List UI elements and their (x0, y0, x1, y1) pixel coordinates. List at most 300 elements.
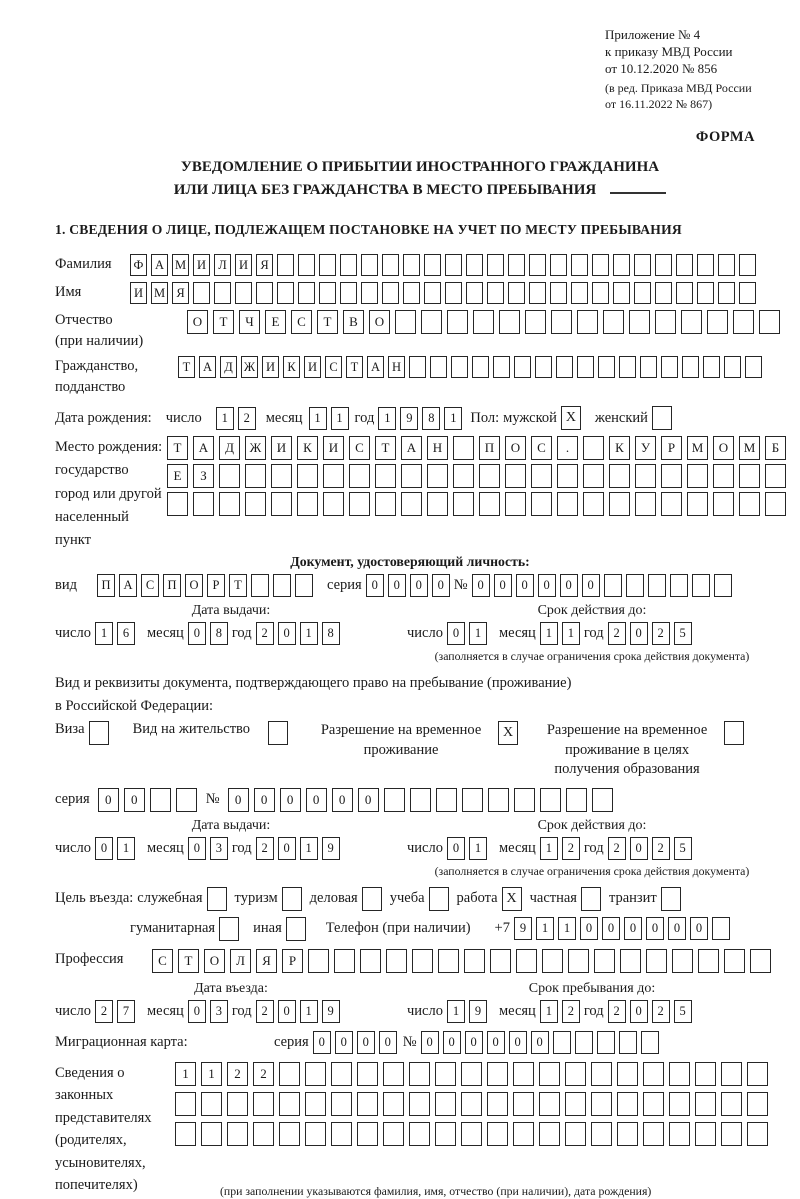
char-cell[interactable] (698, 949, 719, 973)
char-cell[interactable] (513, 1122, 534, 1146)
char-cell[interactable]: 6 (117, 622, 135, 645)
char-cell[interactable] (670, 574, 688, 597)
char-cell[interactable] (566, 788, 587, 812)
temp-residence-edu-checkbox[interactable] (724, 721, 744, 745)
char-cell[interactable]: М (687, 436, 708, 460)
char-cell[interactable] (655, 282, 672, 304)
char-cell[interactable] (219, 464, 240, 488)
char-cell[interactable] (219, 492, 240, 516)
char-cell[interactable]: М (172, 254, 189, 276)
char-cell[interactable] (635, 492, 656, 516)
char-cell[interactable] (634, 254, 651, 276)
char-cell[interactable] (245, 464, 266, 488)
char-cell[interactable] (646, 949, 667, 973)
char-cell[interactable] (553, 1031, 571, 1054)
char-cell[interactable] (403, 254, 420, 276)
char-cell[interactable] (490, 949, 511, 973)
char-cell[interactable]: А (367, 356, 384, 378)
char-cell[interactable] (403, 282, 420, 304)
char-cell[interactable] (565, 1062, 586, 1086)
char-cell[interactable]: 0 (388, 574, 406, 597)
char-cell[interactable]: 0 (630, 1000, 648, 1023)
char-cell[interactable] (669, 1062, 690, 1086)
char-cell[interactable] (488, 788, 509, 812)
char-cell[interactable]: С (531, 436, 552, 460)
char-cell[interactable] (430, 356, 447, 378)
char-cell[interactable] (176, 788, 197, 812)
char-cell[interactable] (193, 492, 214, 516)
char-cell[interactable]: Т (346, 356, 363, 378)
char-cell[interactable]: 0 (494, 574, 512, 597)
char-cell[interactable] (583, 492, 604, 516)
char-cell[interactable] (591, 1122, 612, 1146)
char-cell[interactable]: 1 (117, 837, 135, 860)
char-cell[interactable] (461, 1122, 482, 1146)
char-cell[interactable] (383, 1092, 404, 1116)
char-cell[interactable] (340, 254, 357, 276)
char-cell[interactable]: О (204, 949, 225, 973)
char-cell[interactable]: К (297, 436, 318, 460)
char-cell[interactable] (598, 356, 615, 378)
char-cell[interactable] (279, 1122, 300, 1146)
char-cell[interactable]: Т (229, 574, 247, 597)
char-cell[interactable]: Т (213, 310, 234, 334)
char-cell[interactable]: С (141, 574, 159, 597)
char-cell[interactable]: Н (427, 436, 448, 460)
char-cell[interactable] (382, 282, 399, 304)
char-cell[interactable]: 7 (117, 1000, 135, 1023)
char-cell[interactable] (412, 949, 433, 973)
char-cell[interactable]: 0 (487, 1031, 505, 1054)
char-cell[interactable]: 0 (646, 917, 664, 940)
char-cell[interactable] (375, 492, 396, 516)
char-cell[interactable] (626, 574, 644, 597)
char-cell[interactable]: Е (167, 464, 188, 488)
char-cell[interactable] (609, 464, 630, 488)
char-cell[interactable] (361, 282, 378, 304)
tourism-checkbox[interactable] (282, 887, 302, 911)
char-cell[interactable] (435, 1092, 456, 1116)
char-cell[interactable] (277, 254, 294, 276)
char-cell[interactable] (539, 1122, 560, 1146)
char-cell[interactable]: С (325, 356, 342, 378)
char-cell[interactable] (279, 1062, 300, 1086)
char-cell[interactable] (421, 310, 442, 334)
char-cell[interactable]: 0 (278, 1000, 296, 1023)
char-cell[interactable] (487, 254, 504, 276)
char-cell[interactable] (747, 1122, 768, 1146)
char-cell[interactable] (401, 492, 422, 516)
char-cell[interactable]: 0 (447, 622, 465, 645)
char-cell[interactable]: 0 (332, 788, 353, 812)
char-cell[interactable]: 1 (469, 622, 487, 645)
char-cell[interactable] (513, 1092, 534, 1116)
char-cell[interactable] (256, 282, 273, 304)
char-cell[interactable] (531, 492, 552, 516)
char-cell[interactable] (617, 1092, 638, 1116)
char-cell[interactable] (505, 464, 526, 488)
char-cell[interactable] (648, 574, 666, 597)
char-cell[interactable] (539, 1062, 560, 1086)
transit-checkbox[interactable] (661, 887, 681, 911)
char-cell[interactable] (473, 310, 494, 334)
char-cell[interactable]: И (304, 356, 321, 378)
char-cell[interactable] (487, 1092, 508, 1116)
char-cell[interactable]: 5 (674, 622, 692, 645)
char-cell[interactable] (401, 464, 422, 488)
char-cell[interactable] (487, 282, 504, 304)
char-cell[interactable] (319, 282, 336, 304)
char-cell[interactable]: И (193, 254, 210, 276)
char-cell[interactable] (487, 1122, 508, 1146)
char-cell[interactable] (592, 788, 613, 812)
char-cell[interactable] (167, 492, 188, 516)
char-cell[interactable] (435, 1062, 456, 1086)
char-cell[interactable]: Я (256, 949, 277, 973)
char-cell[interactable] (453, 492, 474, 516)
char-cell[interactable] (305, 1122, 326, 1146)
char-cell[interactable] (357, 1062, 378, 1086)
char-cell[interactable] (765, 464, 786, 488)
char-cell[interactable]: 1 (300, 622, 318, 645)
char-cell[interactable] (604, 574, 622, 597)
char-cell[interactable]: 2 (652, 1000, 670, 1023)
char-cell[interactable] (334, 949, 355, 973)
char-cell[interactable] (461, 1062, 482, 1086)
char-cell[interactable]: 1 (216, 407, 234, 430)
char-cell[interactable]: Р (661, 436, 682, 460)
char-cell[interactable] (609, 492, 630, 516)
char-cell[interactable] (535, 356, 552, 378)
char-cell[interactable]: 0 (509, 1031, 527, 1054)
char-cell[interactable]: Т (178, 949, 199, 973)
char-cell[interactable] (466, 254, 483, 276)
char-cell[interactable] (349, 492, 370, 516)
char-cell[interactable] (514, 788, 535, 812)
char-cell[interactable]: 9 (322, 837, 340, 860)
char-cell[interactable] (713, 464, 734, 488)
char-cell[interactable]: 8 (210, 622, 228, 645)
char-cell[interactable] (424, 282, 441, 304)
char-cell[interactable] (747, 1092, 768, 1116)
char-cell[interactable]: 0 (188, 837, 206, 860)
char-cell[interactable] (681, 310, 702, 334)
male-checkbox[interactable]: X (561, 406, 581, 430)
char-cell[interactable] (508, 254, 525, 276)
visa-checkbox[interactable] (89, 721, 109, 745)
char-cell[interactable]: 0 (313, 1031, 331, 1054)
char-cell[interactable] (245, 492, 266, 516)
char-cell[interactable] (409, 356, 426, 378)
char-cell[interactable] (750, 949, 771, 973)
char-cell[interactable]: 1 (447, 1000, 465, 1023)
study-checkbox[interactable] (429, 887, 449, 911)
char-cell[interactable] (739, 492, 760, 516)
char-cell[interactable] (479, 492, 500, 516)
char-cell[interactable] (479, 464, 500, 488)
char-cell[interactable]: 1 (309, 407, 327, 430)
char-cell[interactable] (565, 1092, 586, 1116)
char-cell[interactable]: Л (230, 949, 251, 973)
char-cell[interactable] (577, 356, 594, 378)
char-cell[interactable] (692, 574, 710, 597)
char-cell[interactable] (513, 1062, 534, 1086)
char-cell[interactable]: Ч (239, 310, 260, 334)
char-cell[interactable]: 2 (652, 837, 670, 860)
char-cell[interactable]: 0 (254, 788, 275, 812)
char-cell[interactable] (687, 492, 708, 516)
char-cell[interactable]: 0 (582, 574, 600, 597)
char-cell[interactable]: Л (214, 254, 231, 276)
char-cell[interactable] (298, 254, 315, 276)
char-cell[interactable] (466, 282, 483, 304)
char-cell[interactable] (319, 254, 336, 276)
char-cell[interactable] (410, 788, 431, 812)
char-cell[interactable] (409, 1122, 430, 1146)
char-cell[interactable] (550, 254, 567, 276)
char-cell[interactable]: 3 (210, 1000, 228, 1023)
char-cell[interactable]: В (343, 310, 364, 334)
char-cell[interactable] (591, 1092, 612, 1116)
char-cell[interactable]: 8 (322, 622, 340, 645)
char-cell[interactable] (253, 1092, 274, 1116)
char-cell[interactable]: 0 (421, 1031, 439, 1054)
char-cell[interactable] (643, 1062, 664, 1086)
char-cell[interactable] (251, 574, 269, 597)
char-cell[interactable]: Н (388, 356, 405, 378)
char-cell[interactable]: Р (207, 574, 225, 597)
char-cell[interactable]: Д (220, 356, 237, 378)
official-checkbox[interactable] (207, 887, 227, 911)
char-cell[interactable] (514, 356, 531, 378)
char-cell[interactable] (361, 254, 378, 276)
char-cell[interactable] (661, 356, 678, 378)
char-cell[interactable]: 0 (358, 788, 379, 812)
char-cell[interactable]: 1 (331, 407, 349, 430)
char-cell[interactable] (427, 492, 448, 516)
char-cell[interactable] (721, 1092, 742, 1116)
temp-residence-checkbox[interactable]: X (498, 721, 518, 745)
char-cell[interactable] (724, 356, 741, 378)
char-cell[interactable]: 2 (256, 1000, 274, 1023)
char-cell[interactable]: 0 (366, 574, 384, 597)
char-cell[interactable]: 9 (322, 1000, 340, 1023)
char-cell[interactable] (641, 1031, 659, 1054)
char-cell[interactable]: 1 (562, 622, 580, 645)
char-cell[interactable] (331, 1122, 352, 1146)
char-cell[interactable] (718, 254, 735, 276)
char-cell[interactable]: 0 (465, 1031, 483, 1054)
char-cell[interactable]: 0 (560, 574, 578, 597)
char-cell[interactable] (669, 1092, 690, 1116)
char-cell[interactable]: О (369, 310, 390, 334)
char-cell[interactable] (323, 464, 344, 488)
char-cell[interactable] (603, 310, 624, 334)
char-cell[interactable]: 2 (608, 622, 626, 645)
char-cell[interactable] (539, 1092, 560, 1116)
char-cell[interactable]: С (152, 949, 173, 973)
char-cell[interactable]: И (130, 282, 147, 304)
char-cell[interactable]: 0 (379, 1031, 397, 1054)
char-cell[interactable] (464, 949, 485, 973)
char-cell[interactable]: 2 (608, 1000, 626, 1023)
char-cell[interactable] (721, 1122, 742, 1146)
char-cell[interactable] (447, 310, 468, 334)
char-cell[interactable]: 2 (562, 837, 580, 860)
char-cell[interactable] (619, 356, 636, 378)
char-cell[interactable]: 1 (536, 917, 554, 940)
char-cell[interactable] (575, 1031, 593, 1054)
char-cell[interactable]: 0 (447, 837, 465, 860)
char-cell[interactable] (445, 282, 462, 304)
char-cell[interactable] (271, 492, 292, 516)
char-cell[interactable]: Р (282, 949, 303, 973)
char-cell[interactable]: 0 (335, 1031, 353, 1054)
char-cell[interactable]: 3 (210, 837, 228, 860)
char-cell[interactable]: 2 (256, 622, 274, 645)
char-cell[interactable] (568, 949, 589, 973)
char-cell[interactable]: 0 (98, 788, 119, 812)
humanitarian-checkbox[interactable] (219, 917, 239, 941)
char-cell[interactable]: У (635, 436, 656, 460)
char-cell[interactable]: 1 (540, 1000, 558, 1023)
char-cell[interactable] (635, 464, 656, 488)
char-cell[interactable]: 0 (280, 788, 301, 812)
char-cell[interactable] (525, 310, 546, 334)
char-cell[interactable] (308, 949, 329, 973)
char-cell[interactable]: 2 (253, 1062, 274, 1086)
char-cell[interactable] (193, 282, 210, 304)
char-cell[interactable]: П (479, 436, 500, 460)
char-cell[interactable] (384, 788, 405, 812)
char-cell[interactable] (472, 356, 489, 378)
char-cell[interactable] (682, 356, 699, 378)
char-cell[interactable] (487, 1062, 508, 1086)
char-cell[interactable]: 0 (668, 917, 686, 940)
char-cell[interactable] (655, 310, 676, 334)
char-cell[interactable]: 0 (538, 574, 556, 597)
char-cell[interactable] (297, 464, 318, 488)
char-cell[interactable] (409, 1062, 430, 1086)
char-cell[interactable] (445, 254, 462, 276)
char-cell[interactable]: О (185, 574, 203, 597)
char-cell[interactable]: 0 (410, 574, 428, 597)
char-cell[interactable]: 9 (400, 407, 418, 430)
char-cell[interactable] (323, 492, 344, 516)
char-cell[interactable]: 1 (540, 837, 558, 860)
char-cell[interactable] (529, 282, 546, 304)
char-cell[interactable]: Ж (245, 436, 266, 460)
char-cell[interactable] (499, 310, 520, 334)
char-cell[interactable] (613, 282, 630, 304)
char-cell[interactable]: М (739, 436, 760, 460)
char-cell[interactable] (435, 1122, 456, 1146)
char-cell[interactable] (655, 254, 672, 276)
char-cell[interactable]: 0 (443, 1031, 461, 1054)
char-cell[interactable]: 0 (516, 574, 534, 597)
char-cell[interactable]: 5 (674, 837, 692, 860)
char-cell[interactable] (277, 282, 294, 304)
char-cell[interactable] (279, 1092, 300, 1116)
char-cell[interactable] (583, 436, 604, 460)
char-cell[interactable]: 8 (422, 407, 440, 430)
char-cell[interactable] (395, 310, 416, 334)
char-cell[interactable] (551, 310, 572, 334)
char-cell[interactable] (592, 282, 609, 304)
char-cell[interactable]: А (401, 436, 422, 460)
char-cell[interactable] (295, 574, 313, 597)
char-cell[interactable]: 0 (472, 574, 490, 597)
char-cell[interactable] (214, 282, 231, 304)
char-cell[interactable] (571, 254, 588, 276)
char-cell[interactable]: 1 (558, 917, 576, 940)
char-cell[interactable] (557, 492, 578, 516)
char-cell[interactable] (765, 492, 786, 516)
char-cell[interactable] (375, 464, 396, 488)
char-cell[interactable]: Е (265, 310, 286, 334)
char-cell[interactable] (297, 492, 318, 516)
char-cell[interactable] (360, 949, 381, 973)
char-cell[interactable]: 2 (608, 837, 626, 860)
char-cell[interactable] (382, 254, 399, 276)
char-cell[interactable] (629, 310, 650, 334)
char-cell[interactable] (759, 310, 780, 334)
char-cell[interactable]: 0 (630, 622, 648, 645)
char-cell[interactable] (721, 1062, 742, 1086)
char-cell[interactable]: 2 (562, 1000, 580, 1023)
char-cell[interactable]: И (271, 436, 292, 460)
char-cell[interactable] (357, 1122, 378, 1146)
char-cell[interactable] (697, 282, 714, 304)
char-cell[interactable]: 0 (624, 917, 642, 940)
char-cell[interactable]: 0 (278, 837, 296, 860)
char-cell[interactable]: Д (219, 436, 240, 460)
char-cell[interactable] (305, 1092, 326, 1116)
char-cell[interactable]: Т (167, 436, 188, 460)
char-cell[interactable] (529, 254, 546, 276)
char-cell[interactable] (687, 464, 708, 488)
char-cell[interactable] (235, 282, 252, 304)
char-cell[interactable] (695, 1062, 716, 1086)
char-cell[interactable]: 1 (469, 837, 487, 860)
char-cell[interactable]: 0 (188, 622, 206, 645)
char-cell[interactable] (739, 282, 756, 304)
char-cell[interactable] (540, 788, 561, 812)
char-cell[interactable] (201, 1122, 222, 1146)
char-cell[interactable] (640, 356, 657, 378)
char-cell[interactable]: С (349, 436, 370, 460)
char-cell[interactable] (712, 917, 730, 940)
char-cell[interactable]: 0 (188, 1000, 206, 1023)
char-cell[interactable]: О (713, 436, 734, 460)
char-cell[interactable] (583, 464, 604, 488)
char-cell[interactable]: И (323, 436, 344, 460)
char-cell[interactable] (571, 282, 588, 304)
char-cell[interactable]: 0 (531, 1031, 549, 1054)
char-cell[interactable]: П (97, 574, 115, 597)
char-cell[interactable]: 0 (602, 917, 620, 940)
char-cell[interactable] (556, 356, 573, 378)
char-cell[interactable]: Б (765, 436, 786, 460)
char-cell[interactable] (661, 464, 682, 488)
char-cell[interactable] (331, 1092, 352, 1116)
char-cell[interactable]: 0 (432, 574, 450, 597)
char-cell[interactable] (542, 949, 563, 973)
char-cell[interactable] (271, 464, 292, 488)
char-cell[interactable]: 9 (514, 917, 532, 940)
char-cell[interactable]: 1 (444, 407, 462, 430)
char-cell[interactable]: 2 (652, 622, 670, 645)
